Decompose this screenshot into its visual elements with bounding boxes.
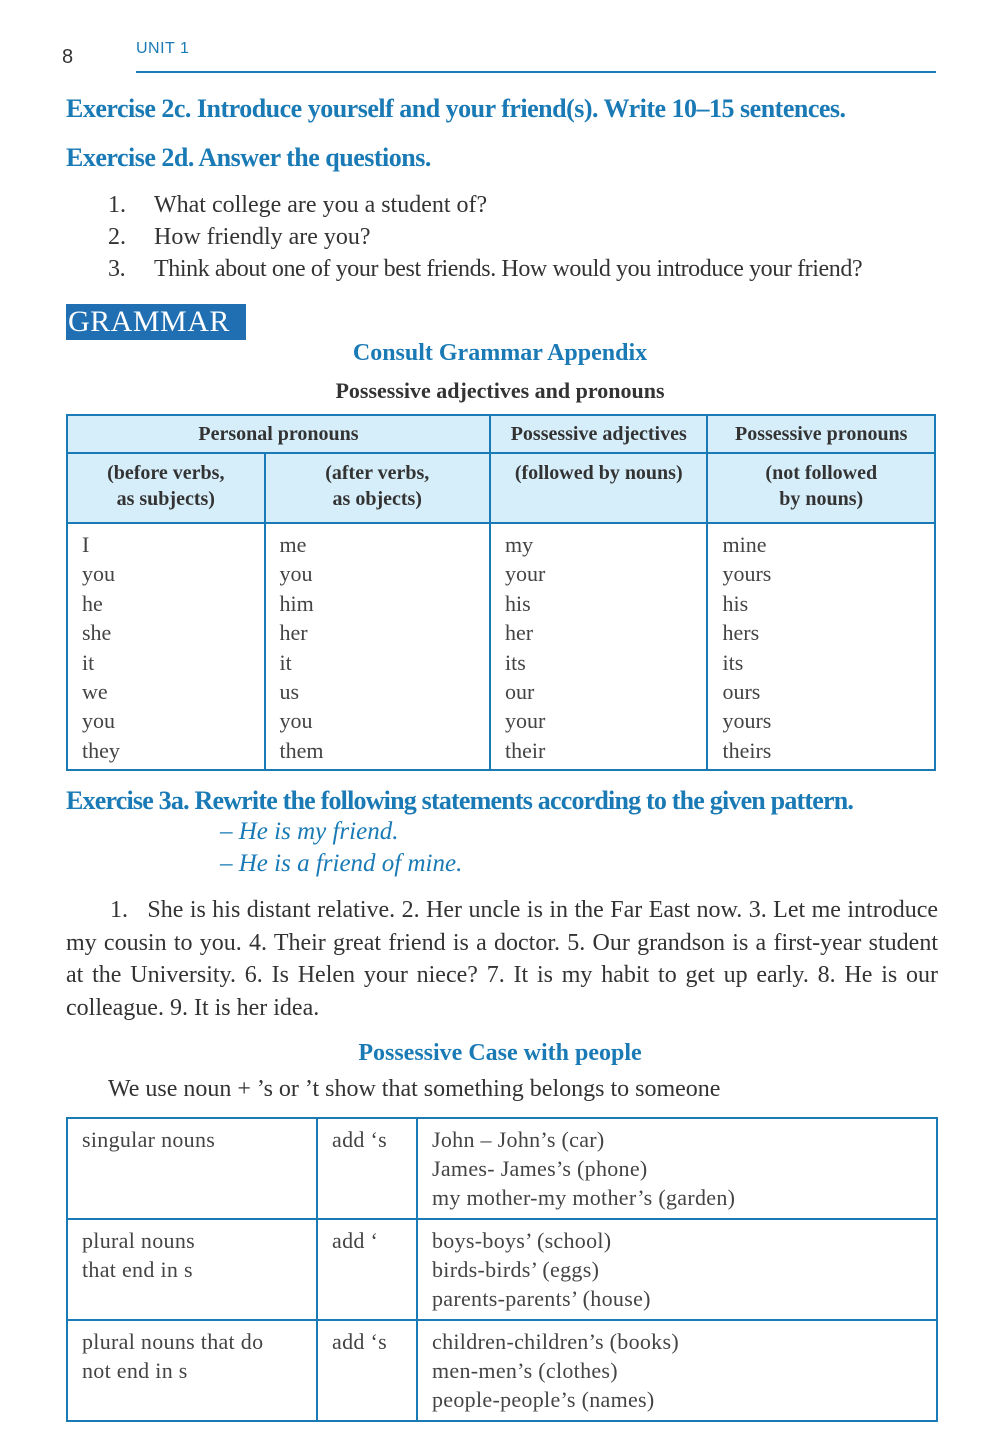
pronoun-cell: yours	[722, 708, 772, 734]
example-line: parents-parents’ (house)	[432, 1286, 651, 1311]
pronoun-cell: we	[82, 678, 108, 704]
example-line: birds-birds’ (eggs)	[432, 1257, 600, 1282]
pronoun-cell: you	[279, 708, 313, 734]
possessive-case-intro: We use noun + ’s or ’t show that something belongs to someone	[108, 1076, 721, 1102]
subheader-line: as objects)	[332, 488, 422, 510]
pronoun-cell: them	[279, 737, 324, 763]
exercise-2c-title: Exercise 2c. Introduce yourself and your friend(s). Write 10–15 sentences.	[66, 94, 846, 123]
pronoun-cell: theirs	[722, 737, 772, 763]
subheader-line: (before verbs,	[107, 462, 225, 484]
table-body-row	[67, 523, 935, 770]
pronoun-cell: our	[504, 678, 535, 704]
subheader-line: (followed by nouns)	[514, 462, 683, 484]
table-subtitle: Possessive adjectives and pronouns	[335, 378, 665, 403]
table-subheader-row	[67, 453, 935, 523]
header-rule	[136, 71, 936, 73]
subheader-line: (after verbs,	[325, 462, 430, 484]
subheader-line: by nouns)	[779, 488, 864, 510]
table-row	[67, 1118, 937, 1219]
example-line: people-people’s (names)	[432, 1387, 655, 1412]
header-possessive-pronouns: Possessive pronouns	[707, 415, 935, 453]
page-number: 8	[62, 46, 74, 68]
pronoun-cell: us	[279, 678, 300, 704]
statements-number: 1.	[110, 897, 128, 923]
pronoun-cell: ours	[722, 678, 761, 704]
question-text: Think about one of your best friends. How would you introduce your friend?	[154, 256, 863, 282]
example-line: children-children’s (books)	[432, 1329, 679, 1354]
pronoun-cell: me	[279, 532, 307, 557]
header-personal-pronouns: Personal pronouns	[67, 415, 490, 453]
pronoun-cell: its	[504, 649, 526, 675]
pronoun-cell: their	[504, 737, 546, 763]
pronoun-cell: his	[722, 590, 749, 616]
question-text: What college are you a student of?	[154, 192, 488, 218]
pronoun-cell: yours	[722, 561, 772, 587]
statements-text: She is his distant relative. 2. Her uncle is in the Far East now. 3. Let me introduce my cousin to you. 4. Their great friend is a doctor. 5. Our grandson is a first-year student at the University. 6. Is Helen your niece? 7. It is my habit to get up early. 8. He is our colleague. 9. It is her idea.	[66, 897, 938, 1021]
question-item	[108, 192, 487, 219]
rule-cell: add ‘s	[317, 1320, 417, 1421]
pronoun-cell: I	[82, 532, 90, 557]
table-row	[67, 1219, 937, 1320]
pronoun-cell: your	[504, 561, 546, 587]
noun-type-cell	[67, 1320, 317, 1421]
question-item	[108, 224, 371, 251]
pronoun-cell: her	[504, 620, 534, 646]
pronoun-cell: hers	[722, 620, 760, 646]
possessive-case-table	[66, 1117, 938, 1422]
header-possessive-adjectives: Possessive adjectives	[490, 415, 708, 453]
pronoun-cell: its	[722, 649, 744, 675]
pronoun-cell: it	[279, 649, 292, 675]
unit-label: UNIT 1	[136, 40, 190, 57]
question-number: 2.	[108, 224, 126, 250]
grammar-badge: GRAMMAR	[66, 304, 246, 340]
subheader-line: as subjects)	[116, 488, 215, 510]
subheader-not-followed	[707, 453, 935, 523]
pronoun-cell: your	[504, 708, 546, 734]
example-line: John – John’s (car)	[432, 1127, 605, 1152]
example-line: my mother-my mother’s (garden)	[432, 1185, 736, 1210]
question-item	[108, 256, 862, 283]
adjectives-column	[490, 523, 708, 770]
noun-type-line: that end in s	[82, 1257, 193, 1282]
rule-cell: add ‘	[317, 1219, 417, 1320]
subjects-column	[67, 523, 265, 770]
possessive-case-heading: Possessive Case with people	[358, 1040, 642, 1066]
consult-appendix-heading: Consult Grammar Appendix	[352, 340, 648, 366]
pronoun-table	[66, 414, 936, 771]
noun-type-line: not end in s	[82, 1358, 188, 1383]
exercise-3a-title: Exercise 3a. Rewrite the following statements according to the given pattern.	[66, 786, 854, 815]
objects-column	[265, 523, 490, 770]
pronoun-cell: her	[279, 620, 308, 646]
question-number: 3.	[108, 256, 126, 282]
subheader-followed	[490, 453, 708, 523]
subheader-line: (not followed	[765, 462, 878, 484]
pronoun-cell: they	[82, 737, 120, 763]
pronoun-cell: it	[82, 649, 95, 675]
example-line: boys-boys’ (school)	[432, 1228, 612, 1253]
noun-type-line: plural nouns	[82, 1228, 195, 1253]
question-number: 1.	[108, 192, 126, 218]
examples-cell	[417, 1118, 937, 1219]
pronoun-cell: my	[504, 532, 534, 557]
rule-cell: add ‘s	[317, 1118, 417, 1219]
pronoun-cell: she	[82, 620, 112, 646]
pronoun-cell: he	[82, 590, 103, 616]
examples-cell	[417, 1320, 937, 1421]
pattern-line-1: – He is my friend.	[220, 818, 399, 845]
pronoun-cell: his	[504, 590, 531, 616]
example-line: James- James’s (phone)	[432, 1156, 648, 1181]
noun-type-line: singular nouns	[82, 1127, 216, 1152]
pronoun-cell: you	[82, 708, 115, 734]
pronoun-cell: you	[279, 561, 313, 587]
noun-type-cell	[67, 1219, 317, 1320]
pattern-line-2: – He is a friend of mine.	[220, 850, 463, 877]
exercise-2d-title: Exercise 2d. Answer the questions.	[66, 143, 431, 172]
question-text: How friendly are you?	[154, 224, 371, 250]
exercise-3a-statements	[66, 894, 938, 1024]
pronoun-cell: mine	[722, 532, 767, 557]
table-row	[67, 1320, 937, 1421]
subheader-subjects	[67, 453, 265, 523]
pronoun-cell: him	[279, 590, 314, 616]
pronouns-column	[707, 523, 935, 770]
pronoun-cell: you	[82, 561, 115, 587]
examples-cell	[417, 1219, 937, 1320]
subheader-objects	[265, 453, 490, 523]
noun-type-cell	[67, 1118, 317, 1219]
table-header-row	[67, 415, 935, 453]
noun-type-line: plural nouns that do	[82, 1329, 264, 1354]
example-line: men-men’s (clothes)	[432, 1358, 618, 1383]
